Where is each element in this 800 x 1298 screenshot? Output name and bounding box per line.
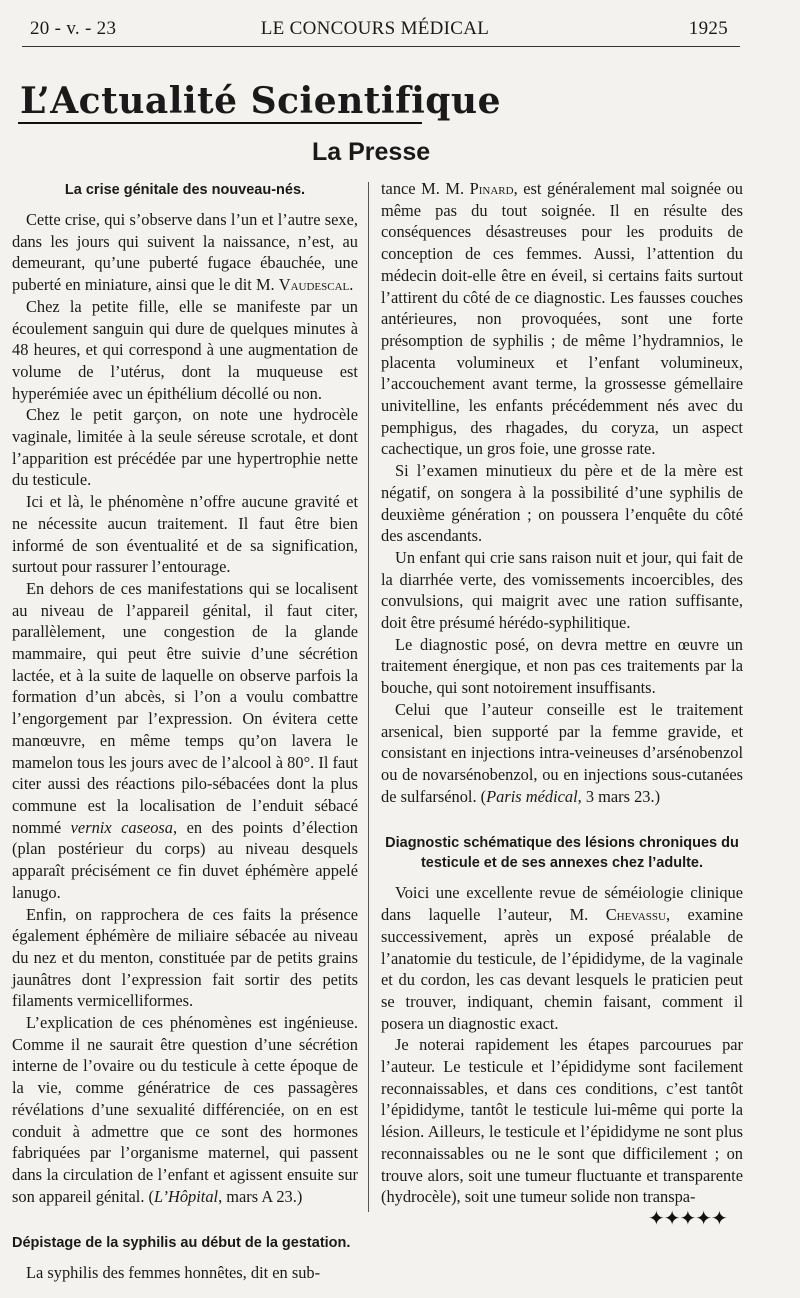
paragraph bbox=[12, 1012, 358, 1207]
issue-reference: 20 - v. - 23 bbox=[30, 18, 117, 39]
text: tance M. M. bbox=[381, 179, 470, 198]
paragraph bbox=[381, 882, 743, 1034]
header-rule bbox=[22, 46, 740, 47]
source-citation: L’Hôpital bbox=[154, 1186, 219, 1206]
text: Celui que l’auteur conseille est le traitement arsenical, bien supporté par la femme gravide, et consistant en injections intra-veineuses d’arsénobenzol ou de novarsénobenzol, ou en injections sous-cutanées de sulfarsénol. ( bbox=[381, 699, 743, 806]
year: 1925 bbox=[688, 18, 728, 39]
text: Voici une excellente revue de séméiologie clinique dans laquelle l’auteur, M. bbox=[381, 883, 743, 925]
text: L’explication de ces phénomènes est ingénieuse. Comme il ne saurait être question d’une sécrétion interne de l’ovaire ou du testicule à cette époque de la vie, comme génératrice de ces passagères révélations d’une sexualité différenciée, on en est conduit à admettre que ce sont des hormones fabriquées par l’organisme maternel, qui passent dans la circulation de l’enfant et agissent ensuite sur son appareil génital. ( bbox=[12, 1013, 358, 1206]
paragraph bbox=[12, 209, 358, 296]
column-divider bbox=[368, 182, 369, 1212]
paragraph: La syphilis des femmes honnêtes, dit en sub- bbox=[26, 1263, 321, 1283]
paragraph: Si l’examen minutieux du père et de la mère est négatif, on songera à la possibilité d’une syphilis de deuxième génération ; on poussera l’enquête du côté des ascendants. bbox=[381, 461, 743, 546]
paragraph bbox=[381, 699, 743, 808]
paragraph: Chez la petite fille, elle se manifeste par un écoulement sanguin qui dure de quelques minutes à 48 heures, et qui correspond à une augmentation de volume de l’utérus, dont la muqueuse est hyperémiée avec un épithélium décollé ou non. bbox=[12, 296, 358, 403]
text: Cette crise, qui s’observe dans l’un et l’autre sexe, dans les jours qui suivent la naissance, n’est, au demeurant, qu’une puberté fugace ébauchée, une puberté en miniature, ainsi que le dit M. bbox=[12, 210, 358, 295]
paragraph: Chez le petit garçon, on note une hydrocèle vaginale, limitée à la seule séreuse scrotale, et dont l’apparition est précédée par une hypertrophie nette du testicule. bbox=[12, 405, 358, 490]
section-title: L’Actualité Scientifique bbox=[20, 80, 502, 122]
subsection-title: La Presse bbox=[312, 138, 431, 166]
text: , 3 mars 23.) bbox=[577, 786, 661, 806]
paragraph: Je noterai rapidement les étapes parcourues par l’auteur. Le testicule et l’épididyme sont facilement reconnaissables, et dans ces conditions, c’est tantôt l’épididyme, tantôt le testicule lui-même qui porte la lésion. Ailleurs, le testicule et l’épididyme ne sont plus reconnaissables ou ne le sont que difficilement ; on trouve alors, soit une tumeur fluctuante et transparente (hydrocèle), soit une tumeur solide non transpa- bbox=[381, 1035, 743, 1207]
text: . bbox=[349, 275, 354, 295]
left-column bbox=[12, 178, 358, 1284]
article-title-syphilis: Dépistage de la syphilis au début de la gestation. bbox=[12, 1235, 351, 1252]
paragraph bbox=[381, 178, 743, 460]
paragraph: Ici et là, le phénomène n’offre aucune gravité et ne nécessite aucun traitement. Il faut être bien informé de son éventualité et de sa signification, surtout pour rassurer l’entourage. bbox=[12, 492, 358, 577]
author-name: Vaudescal bbox=[278, 275, 350, 295]
right-column bbox=[381, 178, 743, 1208]
text: , mars A 23.) bbox=[218, 1186, 303, 1206]
section-title-underline bbox=[18, 122, 422, 124]
article-title-testicule: Diagnostic schématique des lésions chroniques du testicule et de ses annexes chez l’adulte. bbox=[385, 835, 739, 872]
paragraph bbox=[12, 578, 358, 904]
author-name: Pinard bbox=[469, 179, 514, 198]
paragraph: Un enfant qui crie sans raison nuit et jour, qui fait de la diarrhée verte, des vomissements incoercibles, des convulsions, qui maigrit avec une ration suffisante, doit être présumé hérédo-syphilitique. bbox=[381, 547, 743, 633]
journal-title: LE CONCOURS MÉDICAL bbox=[260, 18, 490, 39]
paragraph: Enfin, on rapprochera de ces faits la présence également éphémère de miliaire sébacée au niveau du nez et du menton, constituée par de petits grains jaunâtres dont l’expression fait sortir des petits filaments vermicelliformes. bbox=[12, 904, 358, 1011]
text: En dehors de ces manifestations qui se localisent au niveau de l’appareil génital, il faut citer, parallèlement, une congestion de la glande mammaire, qui peut être suivie d’une sécrétion lactée, et à la suite de laquelle on observe parfois la formation d’un abcès, si l’on a voulu combattre l’engorgement par l’expression. On évitera cette manœuvre, en même temps qu’on lavera le mamelon tous les jours avec de l’alcool à 80°. Il faut citer aussi des réactions pilo-sébacées dont la plus commune est la localisation de l’enduit sébacé nommé bbox=[12, 578, 358, 837]
source-citation: Paris médical bbox=[486, 786, 578, 806]
text: , en des points d’élection (plan postérieur du corps) au niveau desquels apparaît précisément ce fin duvet éphémère appelé lanugo. bbox=[12, 817, 358, 902]
latin-term: vernix caseosa bbox=[70, 817, 173, 837]
text: , est généralement mal soignée ou même pas du tout soignée. Il en résulte des conséquences désastreuses pour les produits de conception de ces femmes. Aussi, l’attention du médecin doit-elle être en éveil, si certains faits surtout l’attirent du côté de ce diagnostic. Les fausses couches antérieures, non provoquées, sont une forte présomption de syphilis ; de même l’hydramnios, le placenta volumineux et l’enfant volumineux, l’accouchement avant terme, la grossesse gémellaire univitelline, les enfants précédemment nés avec du pemphigus, des rhagades, du coryza, un aspect cachectique, un gros foie, une grosse rate. bbox=[381, 179, 743, 459]
paragraph: Le diagnostic posé, on devra mettre en œuvre un traitement énergique, et non pas ces traitements par la bouche, qui sont notoirement insuffisants. bbox=[381, 634, 743, 698]
continuation-ornament: ✦✦✦✦✦ bbox=[648, 1208, 727, 1230]
running-header bbox=[22, 14, 728, 44]
author-name: Chevassu bbox=[605, 905, 666, 925]
text: , examine successivement, après un exposé préalable de l’anatomie du testicule, de l’épididyme, de la vaginale et du cordon, les cas devant lesquels le praticien peut se trouver, indiquant, chemin faisant, comment il posera un diagnostic exact. bbox=[381, 905, 743, 1033]
article-title-crise-genitale: La crise génitale des nouveau-nés. bbox=[64, 182, 306, 198]
